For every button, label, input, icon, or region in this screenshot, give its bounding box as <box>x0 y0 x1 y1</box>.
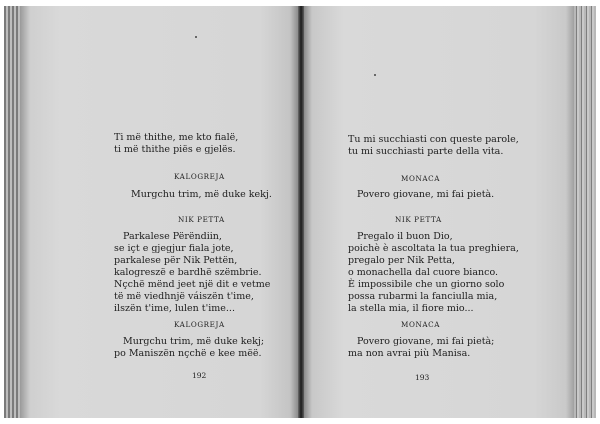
verse-line: Ti më thithe, me kto fialë, <box>114 132 239 143</box>
verse-line: Parkalese Përëndiin, <box>123 231 222 242</box>
verse-line: È impossibile che un giorno solo <box>348 279 505 290</box>
verse-line: ilszën t'ime, lulen t'ime... <box>114 303 235 314</box>
page-number: 193 <box>415 373 430 382</box>
speaker-heading: NIK PETTA <box>178 215 225 224</box>
verse-line: Pregalo il buon Dio, <box>357 231 453 242</box>
page-number: 192 <box>192 371 207 380</box>
verse-line: possa rubarmi la fanciulla mia, <box>348 291 498 302</box>
verse-line: të më viedhnjë váiszën t'ime, <box>114 291 254 302</box>
speaker-heading: NIK PETTA <box>395 215 442 224</box>
verse-line: ti më thithe piës e gjelës. <box>114 144 236 155</box>
speaker-heading: MONACA <box>401 174 441 183</box>
left-page-edges <box>4 6 20 418</box>
speaker-heading: KALOGREJA <box>174 320 225 329</box>
verse-line: ma non avrai più Manisa. <box>348 348 471 359</box>
left-page <box>20 6 298 418</box>
right-page <box>304 6 574 418</box>
verse-line: se içt e gjegjur fiala jote, <box>114 243 234 254</box>
right-page-edges <box>574 6 596 418</box>
verse-line: po Maniszën nçchë e kee mëë. <box>114 348 262 359</box>
speaker-heading: MONACA <box>401 320 441 329</box>
verse-line: poichè è ascoltata la tua preghiera, <box>348 243 519 254</box>
ink-speck <box>374 74 376 76</box>
verse-line: Murgchu trim, më duke kekj; <box>123 336 265 347</box>
verse-line: Povero giovane, mi fai pietà; <box>357 336 495 347</box>
verse-line: kalogreszë e bardhë szëmbrie. <box>114 267 262 278</box>
verse-line: Nçchë mënd jeet një dit e vetme <box>114 279 271 290</box>
verse-line: parkalese për Nik Pettën, <box>114 255 238 266</box>
verse-line: Povero giovane, mi fai pietà. <box>357 189 495 200</box>
verse-line: pregalo per Nik Petta, <box>348 255 456 266</box>
verse-line: tu mi succhiasti parte della vita. <box>348 146 504 157</box>
verse-line: o monachella dal cuore bianco. <box>348 267 499 278</box>
verse-line: la stella mia, il fiore mio... <box>348 303 474 314</box>
speaker-heading: KALOGREJA <box>174 172 225 181</box>
verse-line: Tu mi succhiasti con queste parole, <box>348 134 519 145</box>
book-spread <box>4 6 596 418</box>
ink-speck <box>195 36 197 38</box>
verse-line: Murgchu trim, më duke kekj. <box>131 189 272 200</box>
